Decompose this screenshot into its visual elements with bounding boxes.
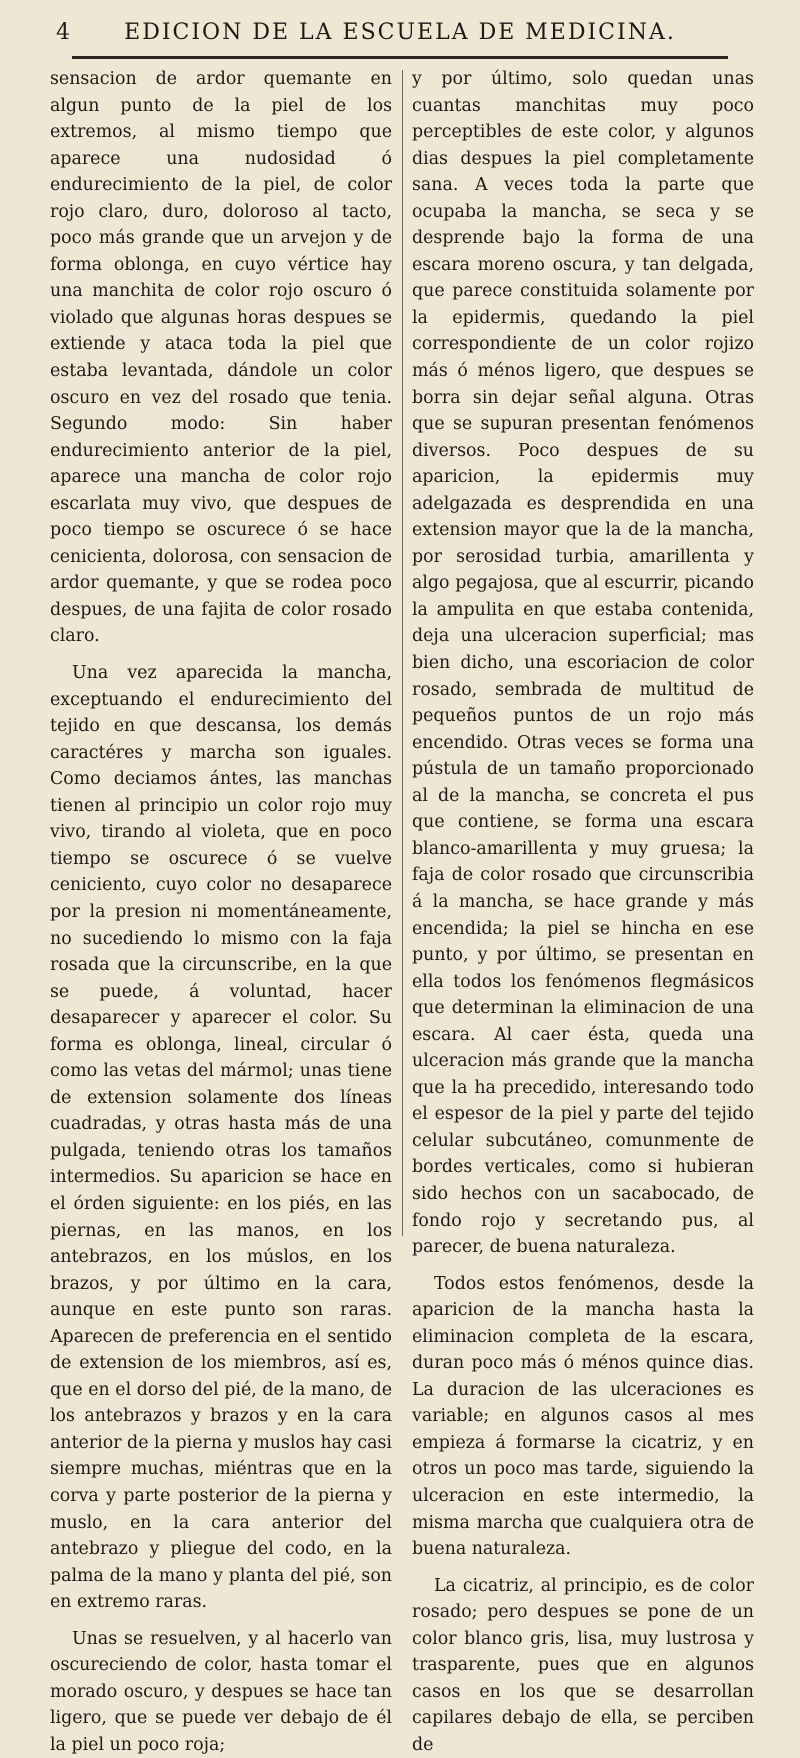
- paragraph: y por último, solo quedan unas cuantas manchitas muy poco perceptibles de este color, y algunos dias despues la piel completamente sana. A veces toda la parte que ocupaba la mancha, se seca y se desprende bajo la forma de una escara moreno oscura, y tan delgada, que parece constituida solamente por la epidermis, quedando la piel correspondiente de un color rojizo más ó ménos ligero, que despues se borra sin dejar señal alguna. Otras que se supuran presentan fenómenos diversos. Poco despues de su aparicion, la epidermis muy adelgazada es desprendida en una extension mayor que la de la mancha, por serosidad turbia, amarillenta y algo pegajosa, que al escurrir, picando la ampulita en que estaba contenida, deja una ulceracion superficial; mas bien dicho, una escoriacion de color rosado, sembrada de multitud de pequeños puntos de un rojo más encendido. Otras veces se forma una pústula de un tamaño proporcionado al de la mancha, se concreta el pus que contiene, se forma una escara blanco-amarillenta y muy gruesa; la faja de color rosado que circunscribia á la mancha, se hace grande y más encendida; la piel se hincha en ese punto, y por último, se presentan en ella todos los fenómenos flegmásicos que determinan la eliminacion de una escara. Al caer ésta, queda una ulceracion más grande que la mancha que la ha precedido, interesando todo el espesor de la piel y parte del tejido celular subcutáneo, comunmente de bordes verticales, como si hubieran sido hechos con un sacabocado, de fondo rojo y secretando pus, al parecer, de buena naturaleza.: [412, 69, 754, 1258]
- header-rule: [72, 56, 728, 59]
- running-head: [24, 0, 776, 58]
- paragraph: Una vez aparecida la mancha, exceptuando el endurecimiento del tejido en que descansa, los demás caractéres y marcha son iguales. Como deciamos ántes, las manchas tienen al principio un color rojo muy vivo, tirando al violeta, que en poco tiempo se oscurece ó se vuelve ceniciento, cuyo color no desaparece por la presion ni momentáneamente, no sucediendo lo mismo con la faja rosada que la circunscribe, en la que se puede, á voluntad, hacer desaparecer y aparecer el color. Su forma es oblonga, lineal, circular ó como las vetas del mármol; unas tiene de extension solamente dos líneas cuadradas, y otras hasta más de una pulgada, teniendo otras los tamaños intermedios. Su aparicion se hace en el órden siguiente: en los piés, en las piernas, en las manos, en los antebrazos, en los múslos, en los brazos, y por último en la cara, aunque en este punto son raras. Aparecen de preferencia en el sentido de extension de los miembros, así es, que en el dorso del pié, de la mano, de los antebrazos y brazos y en la cara anterior de la pierna y muslos hay casi siempre muchas, miéntras que en la corva y parte posterior de la pierna y muslo, en la cara anterior del antebrazo y pliegue del codo, en la palma de la mano y planta del pié, son en extremo raras.: [50, 663, 392, 1613]
- left-column: [50, 66, 392, 1755]
- page-number: 4: [56, 20, 71, 45]
- column-divider: [402, 70, 403, 1236]
- running-title: EDICION DE LA ESCUELA DE MEDICINA.: [124, 20, 676, 45]
- paragraph: Todos estos fenómenos, desde la aparicion de la mancha hasta la eliminacion completa de la escara, duran poco más ó ménos quince dias. La duracion de las ulceraciones es variable; en algunos casos al mes empieza á formarse la cicatriz, y en otros un poco mas tarde, siguiendo la ulceracion en este intermedio, la misma marcha que cualquiera otra de buena naturaleza.: [412, 1273, 754, 1560]
- right-column: [412, 66, 754, 1755]
- text-columns: [50, 66, 754, 1755]
- paragraph: sensacion de ardor quemante en algun punto de la piel de los extremos, al mismo tiempo que aparece una nudosidad ó endurecimiento de la piel, de color rojo claro, duro, doloroso al tacto, poco más grande que un arvejon y de forma oblonga, en cuyo vértice hay una manchita de color rojo oscuro ó violado que algunas horas despues se extiende y ataca toda la piel que estaba levantada, dándole un color oscuro en vez del rosado que tenia. Segundo modo: Sin haber endurecimiento anterior de la piel, aparece una mancha de color rojo escarlata muy vivo, que despues de poco tiempo se oscurece ó se hace cenicienta, dolorosa, con sensacion de ardor quemante, y que se rodea poco despues, de una fajita de color rosado claro.: [50, 69, 392, 647]
- paragraph: La cicatriz, al principio, es de color rosado; pero despues se pone de un color blanco gris, lisa, muy lustrosa y trasparente, pues que en algunos casos en los que se desarrollan capilares debajo de ella, se perciben de: [412, 1575, 754, 1755]
- paragraph: Unas se resuelven, y al hacerlo van oscureciendo de color, hasta tomar el morado oscuro, y despues se hace tan ligero, que se puede ver debajo de él la piel un poco roja;: [50, 1628, 392, 1755]
